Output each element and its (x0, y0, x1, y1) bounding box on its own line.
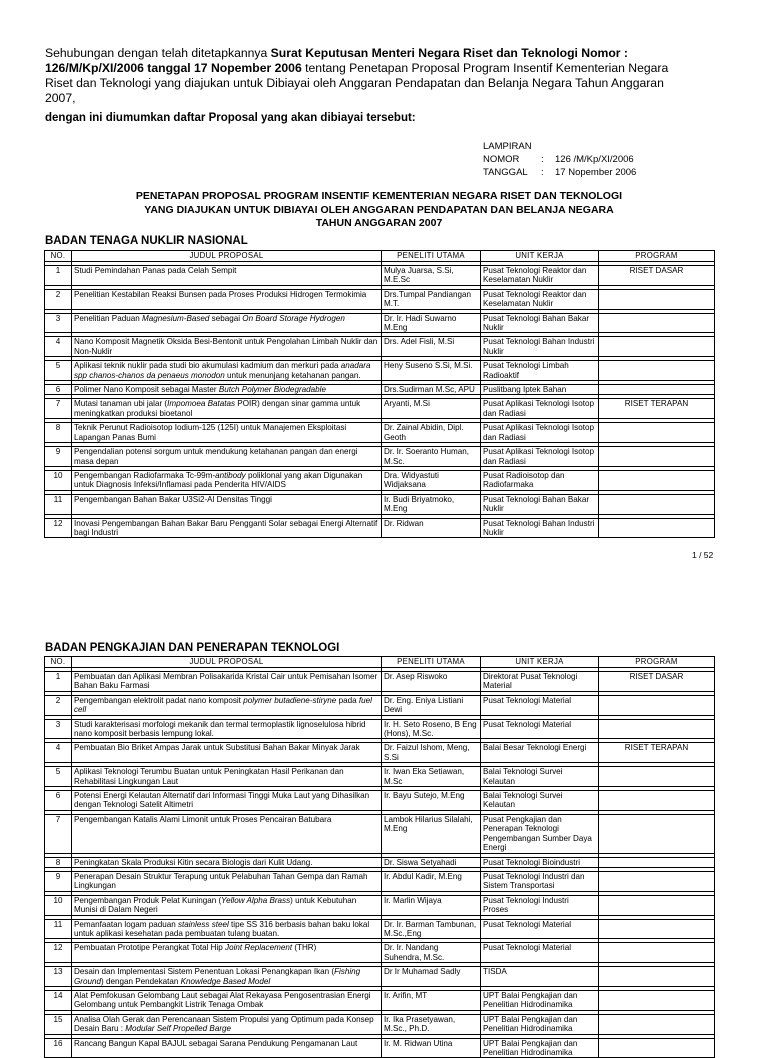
cell-judul: Pengendalian potensi sorgum untuk mendukung ketahanan pangan dan energi masa depan (72, 447, 382, 467)
cell-no: 2 (45, 289, 72, 309)
cell-peneliti: Dr Ir Muhamad Sadly (382, 967, 481, 987)
cell-judul: Teknik Perunut Radioisotop Iodium-125 (125I) untuk Manajemen Eksploitasi Lapangan Panas Bumi (72, 423, 382, 443)
cell-program (599, 361, 715, 381)
cell-program (599, 385, 715, 395)
cell-no: 3 (45, 313, 72, 333)
nomor-value: 126 /M/Kp/XI/2006 (555, 154, 634, 165)
heading-line-2: YANG DIAJUKAN UNTUK DIBIAYAI OLEH ANGGARAN PENDAPATAN DAN BELANJA NEGARA (144, 203, 614, 216)
cell-peneliti: Dr. Asep Riswoko (382, 672, 481, 692)
table-row (45, 518, 715, 538)
attachment-date-row (483, 166, 636, 179)
heading-line-3: TAHUN ANGGARAN 2007 (315, 217, 443, 229)
decree-reference: Surat Keputusan Menteri Negara Riset dan Teknologi Nomor : 126/M/Kp/XI/2006 tanggal 17 Nopember 2006 (45, 46, 628, 75)
proposal-table-bppt (44, 656, 715, 1058)
table-row (45, 919, 715, 939)
cell-judul: Aplikasi teknik nuklir pada studi bio akumulasi kadmium dan merkuri pada anadara spp chanos-chanos da penaeus monodon untuk menunjang ketahanan pangan. (72, 361, 382, 381)
table-row (45, 337, 715, 357)
cell-program: RISET DASAR (599, 266, 715, 286)
cell-unit: Pusat Teknologi Material (481, 919, 599, 939)
cell-no: 8 (45, 857, 72, 867)
tanggal-value: 17 Nopember 2006 (555, 167, 637, 178)
cell-unit: Pusat Aplikasi Teknologi Isotop dan Radiasi (481, 447, 599, 467)
cell-unit: Pusat Teknologi Reaktor dan Keselamatan Nuklir (481, 266, 599, 286)
cell-no: 8 (45, 423, 72, 443)
cell-program (599, 695, 715, 715)
attachment-title: LAMPIRAN (483, 141, 532, 152)
cell-peneliti: Drs. Adel Fisli, M.Si (382, 337, 481, 357)
cell-no: 4 (45, 337, 72, 357)
cell-unit: Pusat Teknologi Industri dan Sistem Transportasi (481, 871, 599, 891)
table-row (45, 719, 715, 739)
table-row (45, 470, 715, 490)
cell-judul: Polimer Nano Komposit sebagai Master Butch Polymer Biodegradable (72, 385, 382, 395)
table-row (45, 494, 715, 514)
cell-unit: UPT Balai Pengkajian dan Penelitian Hidrodinamika (481, 1014, 599, 1034)
table-row (45, 399, 715, 419)
cell-peneliti: Dra. Widyastuti Widjaksana (382, 470, 481, 490)
cell-no: 10 (45, 470, 72, 490)
cell-no: 11 (45, 919, 72, 939)
cell-no: 1 (45, 266, 72, 286)
cell-peneliti: Ir. Marlin Wijaya (382, 895, 481, 915)
cell-unit: Direktorat Pusat Teknologi Material (481, 672, 599, 692)
table-row (45, 289, 715, 309)
tanggal-label: TANGGAL (483, 167, 528, 178)
cell-no: 2 (45, 695, 72, 715)
col-judul: JUDUL PROPOSAL (72, 251, 382, 262)
cell-no: 11 (45, 494, 72, 514)
cell-no: 12 (45, 518, 72, 538)
cell-judul: Desain dan Implementasi Sistem Penentuan Lokasi Penangkapan Ikan (Fishing Ground) dengan Pendekatan Knowledge Based Model (72, 967, 382, 987)
separator: : (541, 167, 544, 178)
cell-peneliti: Ir. Iwan Eka Setiawan, M.Sc (382, 767, 481, 787)
cell-no: 13 (45, 967, 72, 987)
col-no: NO. (45, 251, 72, 262)
cell-program (599, 1014, 715, 1034)
cell-judul: Penelitian Paduan Magnesium-Based sebagai On Board Storage Hydrogen (72, 313, 382, 333)
cell-program (599, 767, 715, 787)
table-row (45, 895, 715, 915)
table-row (45, 423, 715, 443)
cell-judul: Potensi Energi Kelautan Alternatif dari Informasi Tinggi Muka Laut yang Dihasilkan dengan Teknologi Satelit Altimetri (72, 791, 382, 811)
cell-peneliti: Dr. Ridwan (382, 518, 481, 538)
cell-unit: TISDA (481, 967, 599, 987)
cell-program (599, 719, 715, 739)
cell-program (599, 814, 715, 853)
table-row (45, 447, 715, 467)
cell-program (599, 337, 715, 357)
nomor-label: NOMOR (483, 154, 520, 165)
table-row (45, 266, 715, 286)
cell-program (599, 423, 715, 443)
cell-program (599, 494, 715, 514)
cell-no: 7 (45, 814, 72, 853)
cell-peneliti: Dr. Ir. Nandang Suhendra, M.Sc. (382, 943, 481, 963)
col-judul: JUDUL PROPOSAL (72, 657, 382, 668)
table-row (45, 871, 715, 891)
attachment-info (483, 140, 636, 179)
cell-peneliti: Dr. Siswa Setyahadi (382, 857, 481, 867)
cell-peneliti: Mulya Juarsa, S.Si, M.E.Sc (382, 266, 481, 286)
cell-unit: Pusat Teknologi Industri Proses (481, 895, 599, 915)
cell-no: 9 (45, 871, 72, 891)
cell-unit: Pusat Aplikasi Teknologi Isotop dan Radiasi (481, 423, 599, 443)
cell-judul: Aplikasi Teknologi Terumbu Buatan untuk Peningkatan Hasil Perikanan dan Rehabilitasi Lingkungan Laut (72, 767, 382, 787)
col-program: PROGRAM (599, 251, 715, 262)
heading-line-1: PENETAPAN PROPOSAL PROGRAM INSENTIF KEMENTERIAN NEGARA RISET DAN TEKNOLOGI (135, 190, 623, 202)
cell-judul: Mutasi tanaman ubi jalar (Impomoea Batatas POIR) dengan sinar gamma untuk meningkatkan produksi bioetanol (72, 399, 382, 419)
cell-judul: Pengembangan Katalis Alami Limonit untuk Proses Pencairan Batubara (72, 814, 382, 853)
agency-title-batan: BADAN TENAGA NUKLIR NASIONAL (45, 235, 248, 247)
cell-program (599, 470, 715, 490)
cell-judul: Inovasi Pengembangan Bahan Bakar Baru Pengganti Solar sebagai Energi Alternatif bagi Industri (72, 518, 382, 538)
col-peneliti: PENELITI UTAMA (382, 251, 481, 262)
table-row (45, 385, 715, 395)
cell-unit: Pusat Teknologi Bahan Industri Nuklir (481, 518, 599, 538)
cell-judul: Pengembangan Radiofarmaka Tc-99m-antibody poliklonal yang akan Digunakan untuk Diagnosis Infeksi/Inflamasi pada Penderita HIV/AIDS (72, 470, 382, 490)
cell-program: RISET TERAPAN (599, 399, 715, 419)
cell-peneliti: Aryanti, M.Si (382, 399, 481, 419)
cell-program (599, 943, 715, 963)
cell-program (599, 313, 715, 333)
cell-no: 5 (45, 361, 72, 381)
cell-unit: Puslitbang Iptek Bahan (481, 385, 599, 395)
table-header-row (45, 251, 715, 262)
cell-judul: Pembuatan dan Aplikasi Membran Polisakarida Kristal Cair untuk Pemisahan Isomer Bahan Baku Farmasi (72, 672, 382, 692)
cell-judul: Studi Pemindahan Panas pada Celah Sempit (72, 266, 382, 286)
col-no: NO. (45, 657, 72, 668)
cell-judul: Pengembangan Bahan Bakar U3Si2-Al Densitas Tinggi (72, 494, 382, 514)
cell-judul: Analisa Olah Gerak dan Perencanaan Sistem Propulsi yang Optimum pada Konsep Desain Baru : Modular Self Propelled Barge (72, 1014, 382, 1034)
table-row (45, 1038, 715, 1058)
cell-peneliti: Lambok Hilarius Silalahi, M.Eng (382, 814, 481, 853)
page-number: 1 / 52 (692, 550, 714, 560)
table-row (45, 672, 715, 692)
cell-judul: Alat Pemfokusan Gelombang Laut sebagai Alat Rekayasa Pengosentrasian Energi Gelombang untuk Pembangkit Listrik Tenaga Ombak (72, 990, 382, 1010)
table-row (45, 767, 715, 787)
cell-no: 7 (45, 399, 72, 419)
table-row (45, 695, 715, 715)
cell-unit: UPT Balai Pengkajian dan Penelitian Hidrodinamika (481, 1038, 599, 1058)
cell-unit: Pusat Teknologi Bahan Bakar Nuklir (481, 313, 599, 333)
table-row (45, 943, 715, 963)
intro-text-rest: tentang Penetapan Proposal Program Insentif Kementerian Negara Riset dan Teknologi yang diajukan untuk Dibiayai oleh Anggaran Pendapatan dan Belanja Negara Tahun Anggaran 2007, (45, 61, 669, 105)
cell-peneliti: Ir. Budi Briyatmoko, M.Eng (382, 494, 481, 514)
cell-no: 5 (45, 767, 72, 787)
cell-no: 3 (45, 719, 72, 739)
cell-program: RISET DASAR (599, 672, 715, 692)
table-row (45, 990, 715, 1010)
table-row (45, 743, 715, 763)
cell-judul: Pengembangan Produk Pelat Kuningan (Yellow Alpha Brass) untuk Kebutuhan Munisi di Dalam Negeri (72, 895, 382, 915)
attachment-number-row (483, 153, 636, 166)
col-peneliti: PENELITI UTAMA (382, 657, 481, 668)
cell-program (599, 895, 715, 915)
table-row (45, 857, 715, 867)
proposal-table-batan (44, 250, 715, 538)
cell-peneliti: Dr. Zainal Abidin, Dipl. Geoth (382, 423, 481, 443)
cell-program (599, 967, 715, 987)
table-row (45, 313, 715, 333)
cell-peneliti: Ir. Ika Prasetyawan, M.Sc., Ph.D. (382, 1014, 481, 1034)
col-program: PROGRAM (599, 657, 715, 668)
cell-judul: Pengembangan elektrolit padat nano komposit polymer butadiene-stiryne pada fuel cell (72, 695, 382, 715)
cell-judul: Nano Komposit Magnetik Oksida Besi-Bentonit untuk Pengolahan Limbah Nuklir dan Non-Nuklir (72, 337, 382, 357)
cell-unit: Pusat Teknologi Bahan Industri Nuklir (481, 337, 599, 357)
cell-peneliti: Ir. Bayu Sutejo, M.Eng (382, 791, 481, 811)
table-row (45, 814, 715, 853)
agency-title-bppt: BADAN PENGKAJIAN DAN PENERAPAN TEKNOLOGI (45, 642, 340, 654)
cell-peneliti: Dr. Ir. Hadi Suwarno M.Eng (382, 313, 481, 333)
cell-judul: Pembuatan Prototipe Perangkat Total Hip Joint Replacement (THR) (72, 943, 382, 963)
separator: : (541, 154, 544, 165)
cell-no: 9 (45, 447, 72, 467)
document-heading (45, 190, 713, 231)
cell-no: 12 (45, 943, 72, 963)
table-row (45, 791, 715, 811)
cell-no: 6 (45, 385, 72, 395)
cell-program (599, 857, 715, 867)
cell-peneliti: Ir. M. Ridwan Utina (382, 1038, 481, 1058)
cell-unit: UPT Balai Pengkajian dan Penelitian Hidrodinamika (481, 990, 599, 1010)
cell-peneliti: Ir. Arifin, MT (382, 990, 481, 1010)
cell-program (599, 1038, 715, 1058)
cell-peneliti: Drs.Sudirman M.Sc, APU (382, 385, 481, 395)
cell-unit: Pusat Pengkajian dan Penerapan Teknologi Pengembangan Sumber Daya Energi (481, 814, 599, 853)
cell-program (599, 791, 715, 811)
cell-peneliti: Dr. Faizul Ishom, Meng, S.Si (382, 743, 481, 763)
cell-peneliti: Dr. Ir. Soeranto Human, M.Sc. (382, 447, 481, 467)
cell-unit: Pusat Teknologi Bioindustri (481, 857, 599, 867)
cell-peneliti: Drs.Tumpal Pandiangan M.T. (382, 289, 481, 309)
cell-no: 1 (45, 672, 72, 692)
cell-unit: Pusat Teknologi Material (481, 719, 599, 739)
cell-program (599, 518, 715, 538)
cell-program (599, 990, 715, 1010)
cell-program (599, 289, 715, 309)
cell-program (599, 871, 715, 891)
cell-program (599, 919, 715, 939)
cell-peneliti: Heny Suseno S.Si, M.Si. (382, 361, 481, 381)
table-row (45, 967, 715, 987)
intro-text: Sehubungan dengan telah ditetapkannya (45, 46, 271, 60)
cell-unit: Pusat Teknologi Bahan Bakar Nuklir (481, 494, 599, 514)
intro-paragraph (45, 46, 685, 106)
cell-unit: Pusat Teknologi Material (481, 943, 599, 963)
cell-unit: Pusat Teknologi Material (481, 695, 599, 715)
cell-no: 4 (45, 743, 72, 763)
cell-unit: Balai Teknologi Survei Kelautan (481, 791, 599, 811)
cell-judul: Peningkatan Skala Produksi Kitin secara Biologis dari Kulit Udang. (72, 857, 382, 867)
cell-judul: Penelitian Kestabilan Reaksi Bunsen pada Proses Produksi Hidrogen Termokimia (72, 289, 382, 309)
cell-no: 10 (45, 895, 72, 915)
cell-judul: Studi karakterisasi morfologi mekanik dan termal termoplastik lignoselulosa hibrid nano komposit berbasis lempung lokal. (72, 719, 382, 739)
table-header-row (45, 657, 715, 668)
cell-no: 15 (45, 1014, 72, 1034)
cell-unit: Pusat Teknologi Reaktor dan Keselamatan Nuklir (481, 289, 599, 309)
cell-program (599, 447, 715, 467)
cell-unit: Balai Teknologi Survei Kelautan (481, 767, 599, 787)
table-row (45, 1014, 715, 1034)
cell-peneliti: Ir. H. Seto Roseno, B Eng (Hons), M.Sc. (382, 719, 481, 739)
cell-program: RISET TERAPAN (599, 743, 715, 763)
table-row (45, 361, 715, 381)
cell-unit: Balai Besar Teknologi Energi (481, 743, 599, 763)
cell-unit: Pusat Teknologi Limbah Radioaktif (481, 361, 599, 381)
cell-peneliti: Ir. Abdul Kadir, M.Eng (382, 871, 481, 891)
cell-judul: Pemanfaatan logam paduan stainless steel tipe SS 316 berbasis bahan baku lokal untuk aplikasi kesehatan pada pembuatan tulang buatan. (72, 919, 382, 939)
cell-judul: Rancang Bangun Kapal BAJUL sebagai Sarana Pendukung Pengamanan Laut (72, 1038, 382, 1058)
cell-judul: Penerapan Desain Struktur Terapung untuk Pelabuhan Tahan Gempa dan Ramah Lingkungan (72, 871, 382, 891)
col-unit: UNIT KERJA (481, 251, 599, 262)
col-unit: UNIT KERJA (481, 657, 599, 668)
cell-peneliti: Dr. Ir. Barman Tambunan, M.Sc.,Eng (382, 919, 481, 939)
announcement: dengan ini diumumkan daftar Proposal yang akan dibiayai tersebut: (45, 112, 416, 124)
cell-unit: Pusat Aplikasi Teknologi Isotop dan Radiasi (481, 399, 599, 419)
cell-no: 16 (45, 1038, 72, 1058)
cell-peneliti: Dr. Eng. Eniya Listiani Dewi (382, 695, 481, 715)
cell-no: 14 (45, 990, 72, 1010)
cell-judul: Pembuatan Bio Briket Ampas Jarak untuk Substitusi Bahan Bakar Minyak Jarak (72, 743, 382, 763)
cell-unit: Pusat Radioisotop dan Radiofarmaka (481, 470, 599, 490)
cell-no: 6 (45, 791, 72, 811)
